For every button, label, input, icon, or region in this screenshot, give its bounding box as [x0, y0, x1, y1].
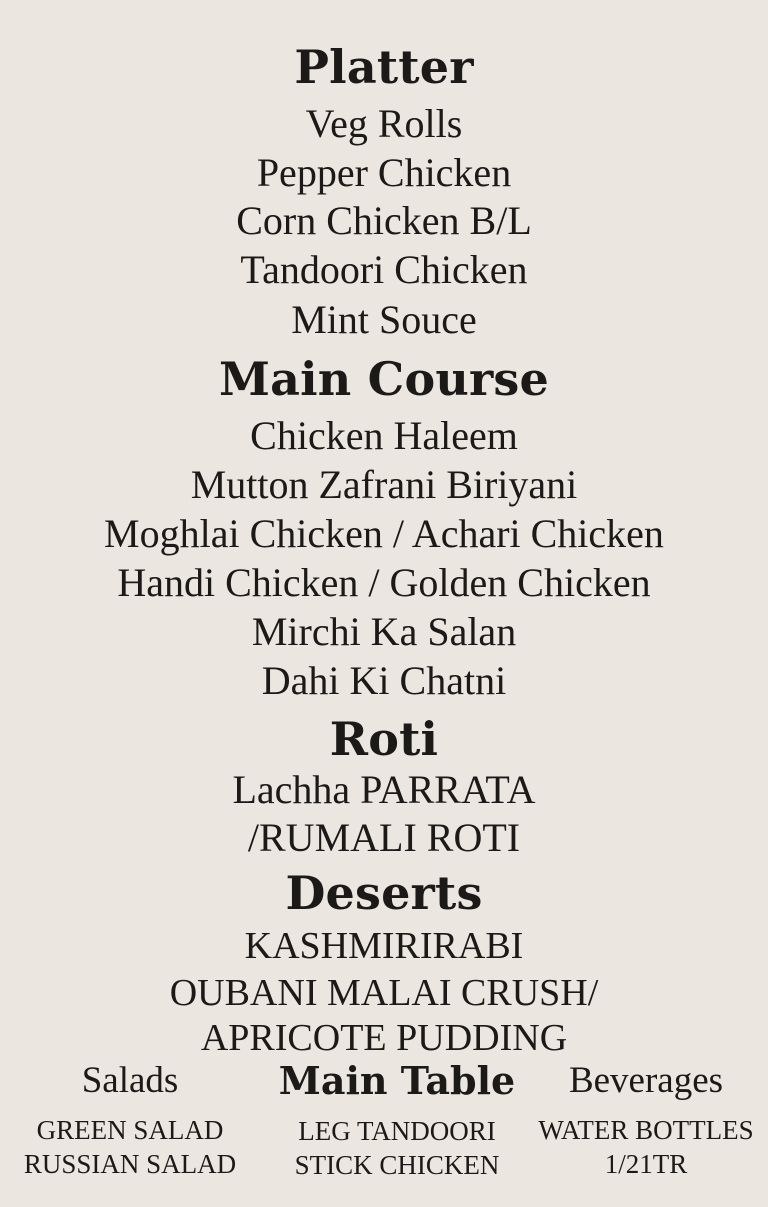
column-main-table — [262, 1058, 532, 1182]
menu-item: OUBANI MALAI CRUSH/ — [169, 972, 599, 1014]
section-title-main-course: Main Course — [219, 352, 549, 406]
column-salads — [0, 1062, 260, 1181]
section-title-deserts: Deserts — [285, 866, 483, 920]
menu-item: APRICOTE PUDDING — [200, 1017, 568, 1059]
menu-item: Lachha PARRATA — [232, 767, 536, 812]
column-beverages — [534, 1062, 758, 1181]
column-title-beverages: Beverages — [568, 1060, 724, 1101]
column-item: LEG TANDOORI — [298, 1116, 496, 1146]
column-title-salads: Salads — [81, 1060, 179, 1101]
column-item: RUSSIAN SALAD — [23, 1149, 237, 1179]
menu-item: Corn Chicken B/L — [236, 198, 532, 243]
menu-item: Chicken Haleem — [250, 413, 518, 458]
column-item: GREEN SALAD — [36, 1115, 224, 1145]
column-item: STICK CHICKEN — [294, 1150, 500, 1180]
menu-item: Pepper Chicken — [256, 150, 512, 195]
menu-item: Mutton Zafrani Biriyani — [190, 462, 578, 507]
menu-item: Veg Rolls — [305, 101, 463, 146]
menu-item: Mint Souce — [291, 297, 477, 342]
column-item: 1/21TR — [604, 1149, 688, 1179]
column-item: WATER BOTTLES — [538, 1115, 754, 1145]
section-title-platter: Platter — [294, 40, 474, 94]
menu-item: Dahi Ki Chatni — [261, 658, 507, 703]
menu-item: Tandoori Chicken — [240, 247, 528, 292]
menu-item: Moghlai Chicken / Achari Chicken — [104, 511, 664, 556]
menu-item: Handi Chicken / Golden Chicken — [117, 560, 651, 605]
column-title-main-table: Main Table — [278, 1058, 516, 1103]
menu-item: /RUMALI ROTI — [247, 815, 521, 860]
menu-item: KASHMIRIRABI — [244, 925, 524, 967]
section-title-roti: Roti — [329, 712, 439, 766]
menu-item: Mirchi Ka Salan — [251, 609, 517, 654]
